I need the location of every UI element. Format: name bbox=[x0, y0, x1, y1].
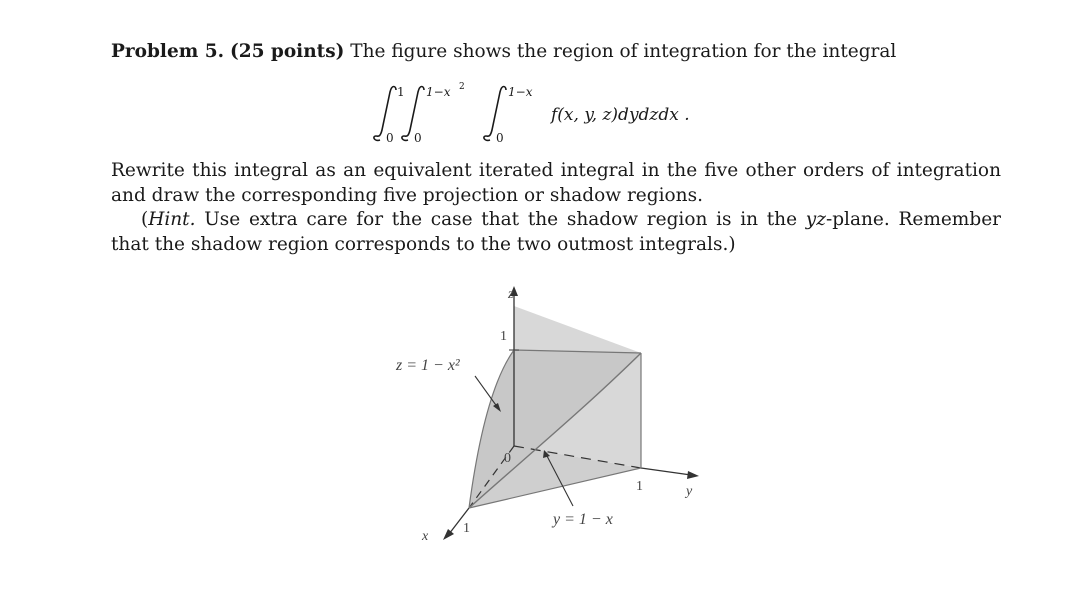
inner-lower-limit: 0 bbox=[496, 131, 504, 145]
problem-points: (25 points) bbox=[229, 41, 345, 62]
z-tick-label: 1 bbox=[500, 329, 507, 344]
rewrite-instruction: Rewrite this integral as an equivalent iterated integral in the five other orders of integration and draw the corresponding five projection or shadow regions. bbox=[111, 160, 1001, 206]
y-arrow bbox=[687, 471, 699, 479]
y-axis bbox=[641, 468, 691, 475]
plane-equation-label: y = 1 − x bbox=[553, 511, 613, 528]
outer-upper-limit: 1 bbox=[397, 85, 405, 99]
hint-mid: Use extra care for the case that the shadow region is in the bbox=[195, 209, 806, 230]
origin-label: 0 bbox=[504, 451, 511, 466]
hint-rest: -plane. Remember that the shadow region corresponds to the two outmost integrals.) bbox=[111, 209, 1001, 255]
triple-integral bbox=[366, 80, 786, 150]
problem-statement bbox=[111, 40, 1011, 64]
middle-upper-limit: 1−x bbox=[426, 85, 451, 99]
middle-lower-limit: 0 bbox=[414, 131, 422, 145]
middle-upper-exponent: 2 bbox=[459, 82, 465, 92]
z-axis-label: z bbox=[508, 287, 514, 302]
hint-open: ( bbox=[141, 209, 149, 230]
integrand: f(x, y, z)dydzdx . bbox=[551, 105, 690, 125]
inner-upper-limit: 1−x bbox=[508, 85, 533, 99]
instructions bbox=[111, 159, 1001, 257]
x-axis-label: x bbox=[422, 529, 429, 544]
region-figure bbox=[385, 278, 715, 558]
x-tick-label: 1 bbox=[463, 521, 470, 536]
surface-equation-label: z = 1 − x² bbox=[396, 357, 460, 374]
y-tick-label: 1 bbox=[636, 479, 643, 494]
hint-var: yz bbox=[805, 209, 826, 230]
problem-label: Problem 5. bbox=[111, 41, 225, 62]
y-axis-label: y bbox=[686, 484, 693, 499]
problem-intro: The figure shows the region of integration for the integral bbox=[350, 41, 897, 62]
hint-paragraph bbox=[111, 208, 1001, 257]
outer-lower-limit: 0 bbox=[386, 131, 394, 145]
hint-label: Hint. bbox=[148, 209, 196, 230]
